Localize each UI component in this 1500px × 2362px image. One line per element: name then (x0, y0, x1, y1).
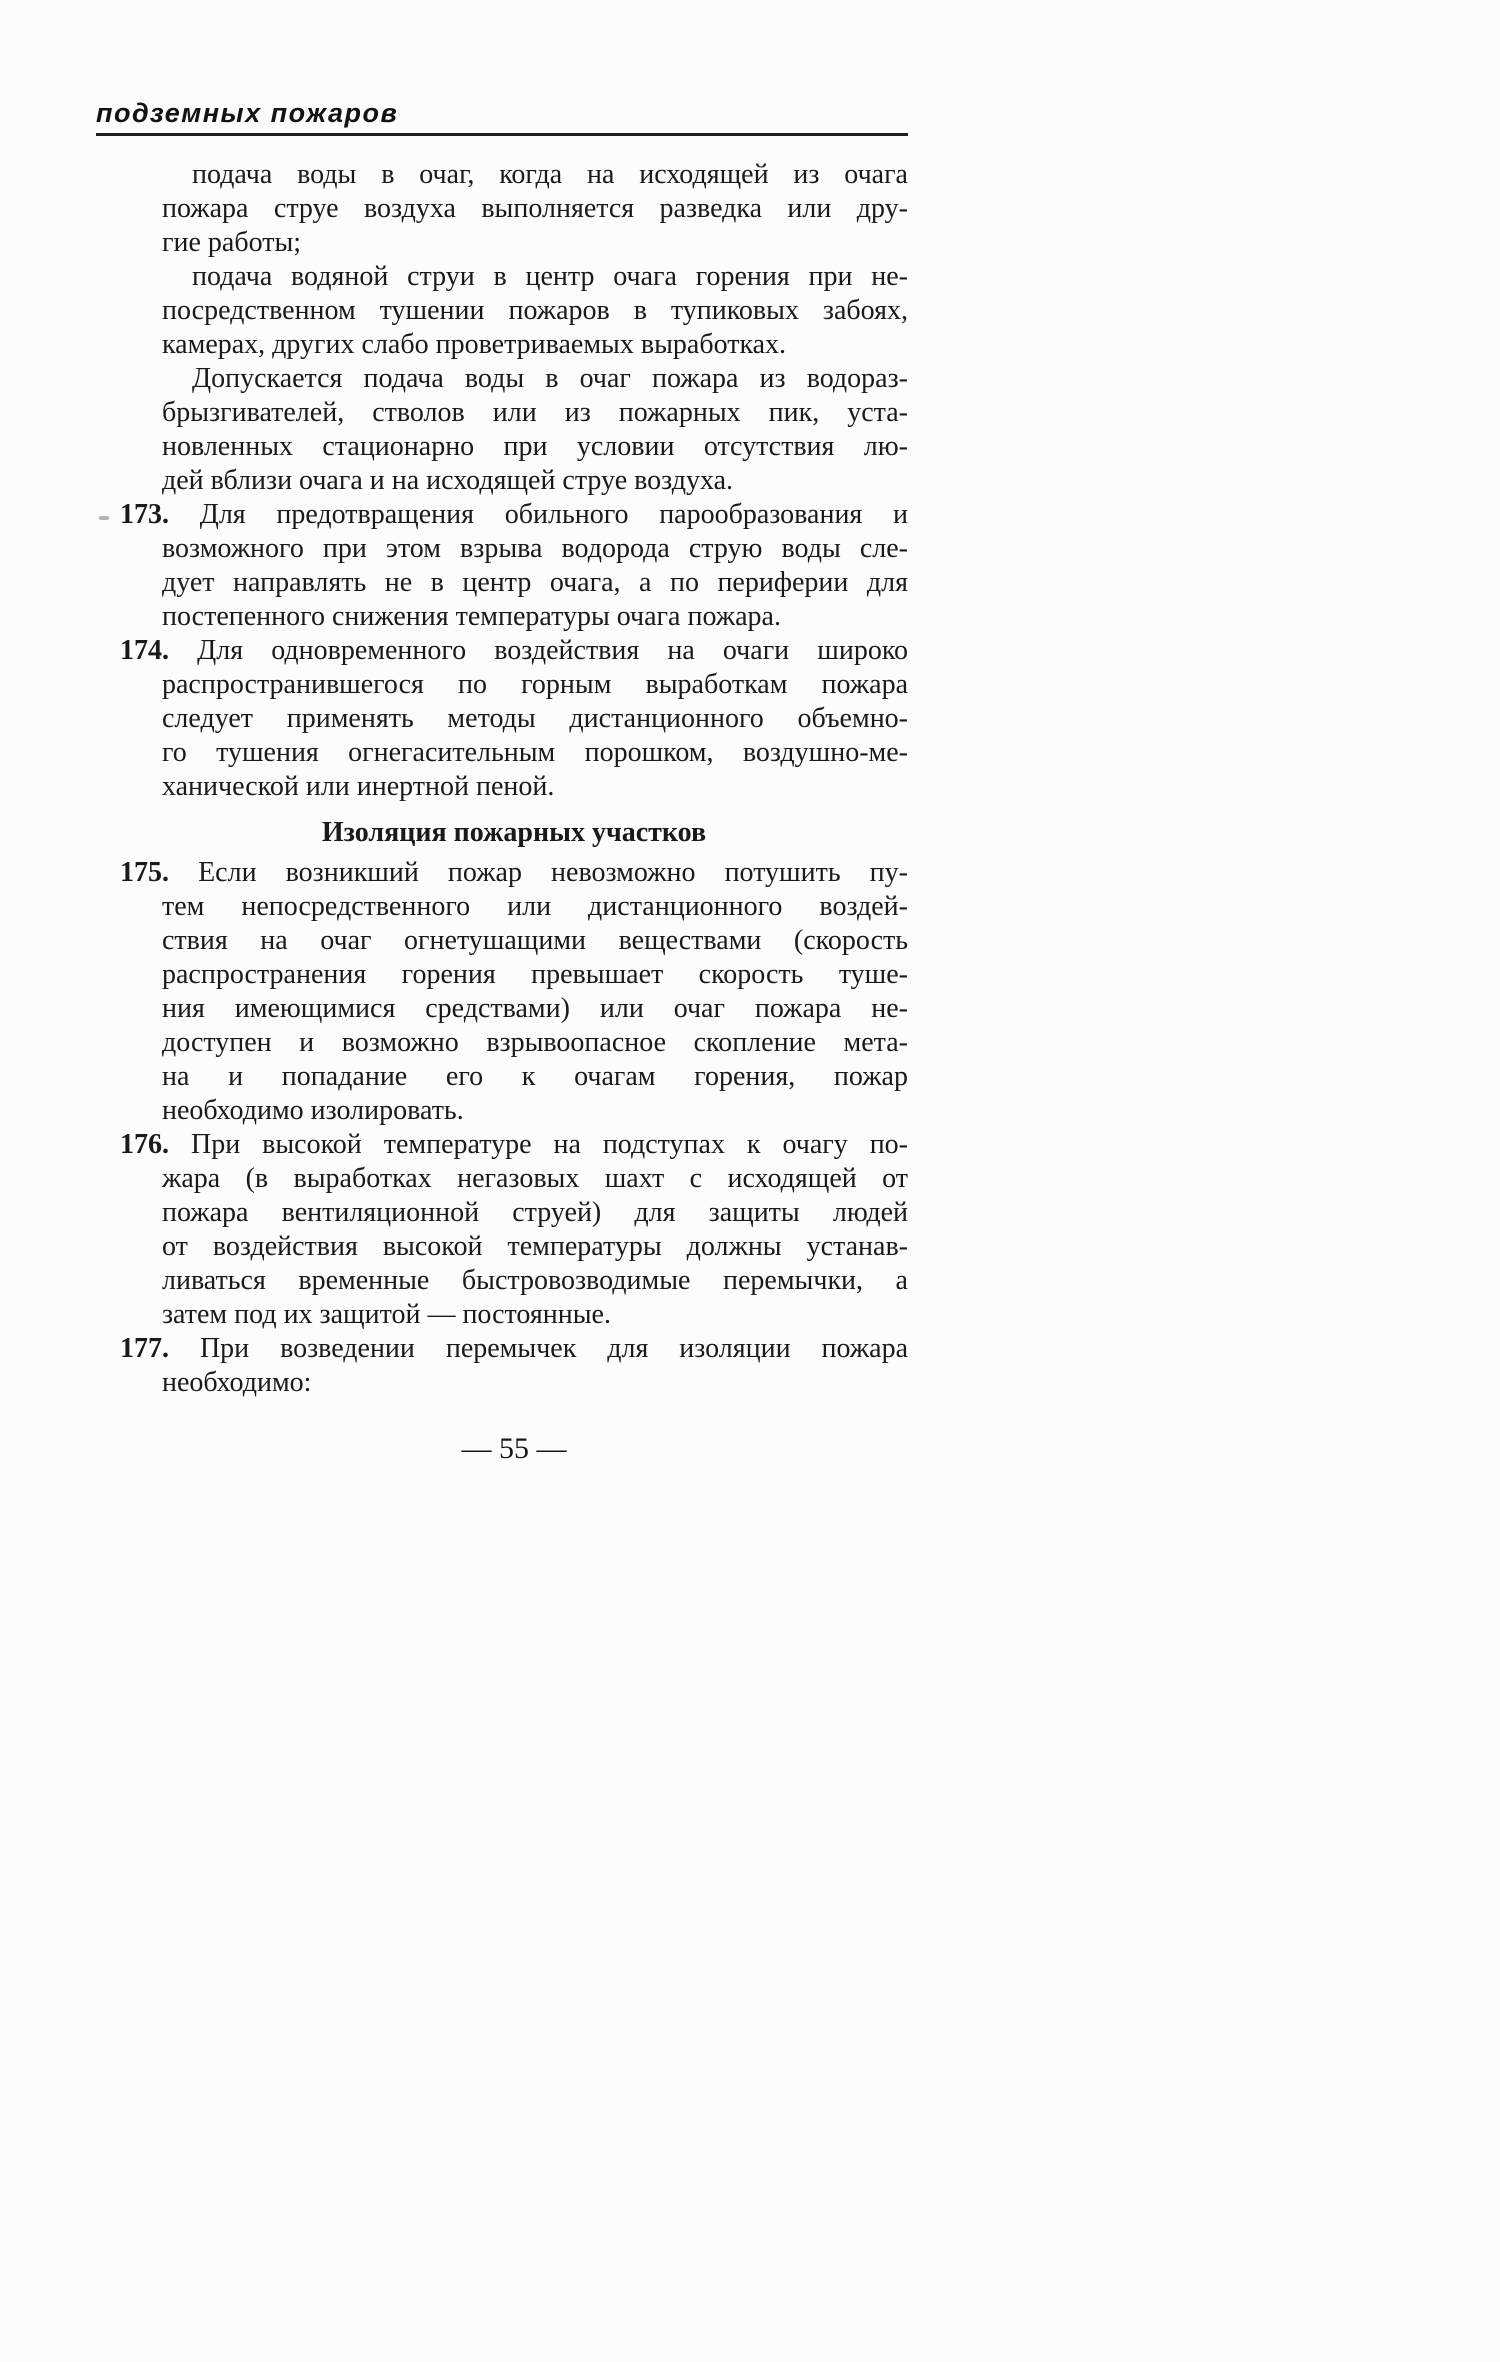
scan-artifact (99, 516, 109, 520)
body-line: дует направлять не в центр очага, а по периферии для (162, 567, 908, 598)
body-line: пожара вентиляционной струей) для защиты людей (162, 1197, 908, 1228)
body-line: го тушения огнегасительным порошком, воздушно-ме- (162, 737, 908, 768)
body-line: необходимо: (162, 1367, 312, 1398)
body-line: распространившегося по горным выработкам пожара (162, 669, 908, 700)
body-line: распространения горения превышает скорость туше- (162, 959, 908, 990)
body-line: возможного при этом взрыва водорода струю воды сле- (162, 533, 908, 564)
item-text: Для одновременного воздействия на очаги широко (197, 635, 909, 666)
body-line: ханической или инертной пеной. (162, 771, 555, 802)
list-item-174 (120, 634, 908, 804)
section-heading: Изоляция пожарных участков (321, 817, 707, 848)
body-line: брызгивателей, стволов или из пожарных пик, уста- (162, 397, 908, 428)
item-text: При возведении перемычек для изоляции пожара (199, 1333, 908, 1364)
page-header (96, 98, 908, 136)
body-line: ния имеющимися средствами) или очаг пожара не- (162, 993, 908, 1024)
item-text: Для предотвращения обильного парообразования и (199, 499, 908, 530)
body-line: подача водяной струи в центр очага горения при не- (192, 261, 908, 292)
body-line: следует применять методы дистанционного объемно- (162, 703, 908, 734)
item-number: 176. (120, 1129, 169, 1160)
body-line: камерах, других слабо проветриваемых выработках. (162, 329, 787, 360)
item-number: 174. (120, 635, 169, 666)
list-item-176 (120, 1128, 908, 1332)
item-text: Если возникший пожар невозможно потушить пу- (198, 857, 908, 888)
body-line: жара (в выработках негазовых шахт с исходящей от (162, 1163, 908, 1194)
running-title: подземных пожаров (96, 98, 399, 128)
item-number: 173. (120, 499, 169, 530)
body-line: гие работы; (162, 227, 302, 258)
body-line: от воздействия высокой температуры должны устанав- (162, 1231, 908, 1262)
body-line: ливаться временные быстровозводимые перемычки, а (162, 1265, 908, 1296)
item-text: При высокой температуре на подступах к очагу по- (190, 1129, 909, 1160)
body-line: тем непосредственного или дистанционного воздей- (162, 891, 908, 922)
paragraph (120, 362, 908, 498)
body-line: подача воды в очаг, когда на исходящей из очага (192, 159, 908, 190)
list-item-173 (120, 498, 908, 634)
body-line: затем под их защитой — постоянные. (162, 1299, 611, 1330)
body-line (120, 1332, 908, 1366)
list-item-175 (120, 856, 908, 1128)
body-line: пожара струе воздуха выполняется разведка или дру- (162, 193, 908, 224)
body-line: ствия на очаг огнетушащими веществами (скорость (162, 925, 908, 956)
body-line: Допускается подача воды в очаг пожара из водораз- (192, 363, 908, 394)
body-line: на и попадание его к очагам горения, пожар (162, 1061, 908, 1092)
body-line: постепенного снижения температуры очага пожара. (162, 601, 781, 632)
header-rule (96, 133, 908, 136)
paragraph (120, 260, 908, 362)
item-number: 175. (120, 857, 169, 888)
body-line (120, 634, 908, 668)
text-column (120, 158, 908, 1400)
body-line (120, 1128, 908, 1162)
page-footer (120, 1432, 908, 1466)
body-line: посредственном тушении пожаров в тупиковых забоях, (162, 295, 908, 326)
item-number: 177. (120, 1333, 169, 1364)
page-number: — 55 — (461, 1432, 567, 1465)
body-line (120, 498, 908, 532)
body-line (120, 856, 908, 890)
paragraph-continuation (120, 158, 908, 260)
body-line: необходимо изолировать. (162, 1095, 464, 1126)
body-line: дей вблизи очага и на исходящей струе воздуха. (162, 465, 734, 496)
body-line: доступен и возможно взрывоопасное скопление мета- (162, 1027, 908, 1058)
body-line: новленных стационарно при условии отсутствия лю- (162, 431, 908, 462)
list-item-177 (120, 1332, 908, 1400)
